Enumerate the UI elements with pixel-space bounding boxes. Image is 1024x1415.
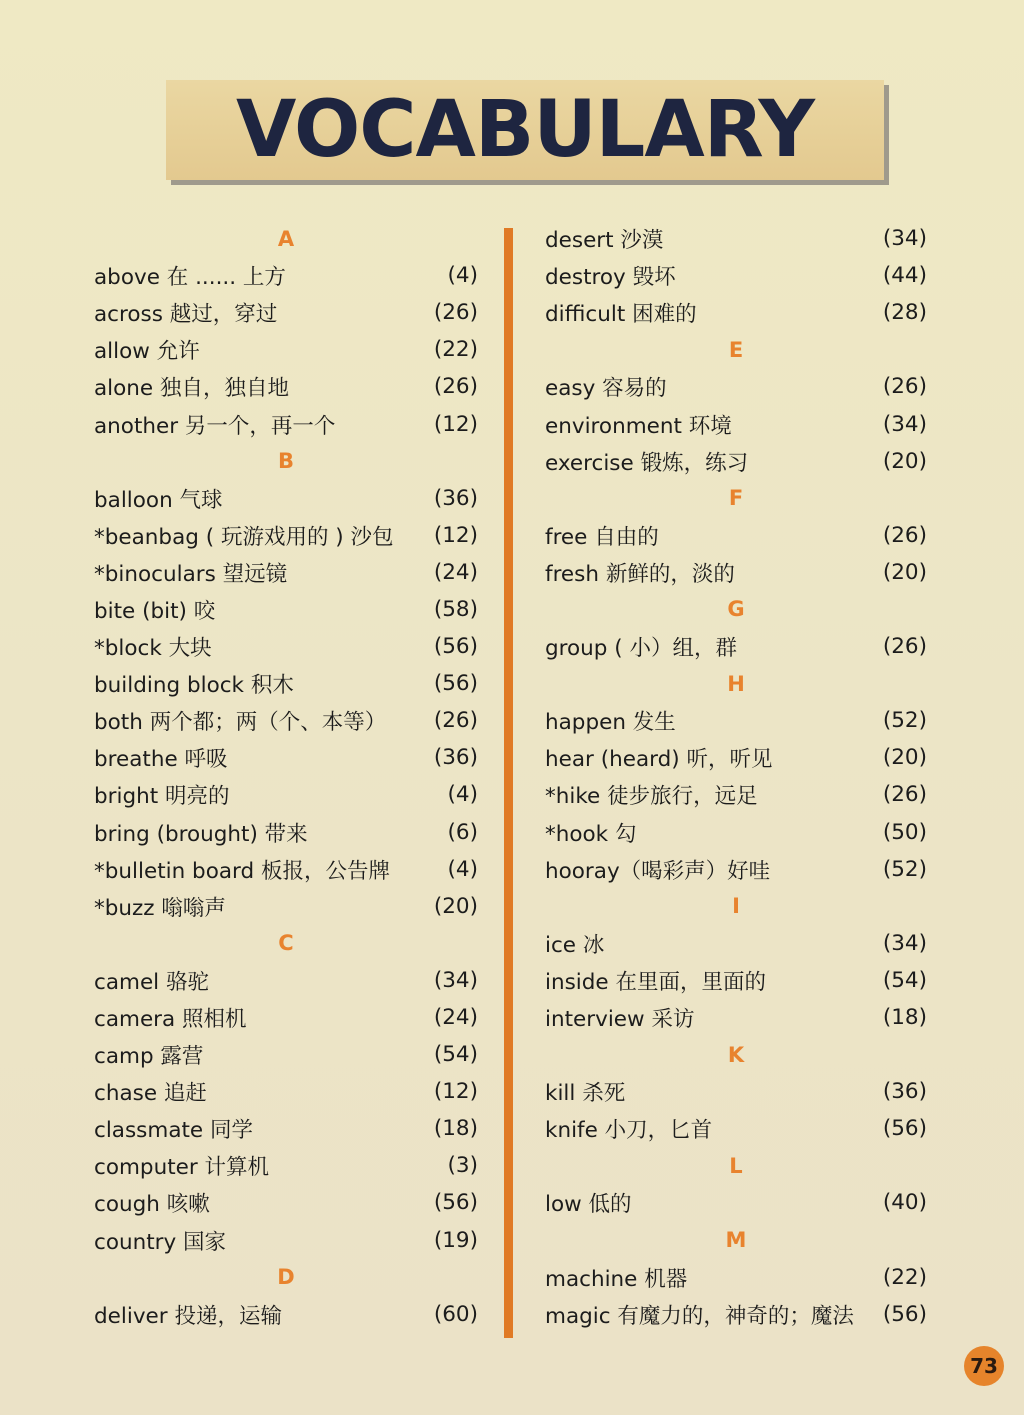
vocab-page-ref: (12) [433, 1079, 478, 1105]
vocab-entry [545, 814, 927, 851]
page-number: 73 [970, 1354, 998, 1378]
vocab-word: deliver 投递，运输 [94, 1303, 282, 1329]
vocab-word: across 越过，穿过 [94, 302, 278, 328]
vocab-word: fresh 新鲜的，淡的 [545, 561, 735, 587]
vocab-word: destroy 毁坏 [545, 265, 676, 291]
vocab-word: ice 冰 [545, 932, 605, 958]
vocab-entry [94, 405, 478, 442]
vocab-page-ref: (56) [433, 634, 478, 660]
vocab-page-ref: (56) [882, 1301, 927, 1327]
vocab-word: knife 小刀，匕首 [545, 1118, 713, 1144]
vocab-word: environment 环境 [545, 413, 732, 439]
vocab-page-ref: (50) [882, 819, 927, 845]
section-letter: K [727, 1042, 745, 1067]
vocab-word: allow 允许 [94, 339, 200, 365]
vocab-page-ref: (60) [433, 1301, 478, 1327]
vocab-page-ref: (26) [433, 374, 478, 400]
vocab-page-ref: (54) [433, 1042, 478, 1068]
section-letter: B [277, 449, 294, 474]
vocab-word: inside 在里面，里面的 [545, 969, 766, 995]
vocab-word: *binoculars 望远镜 [94, 561, 288, 587]
vocab-word: machine 机器 [545, 1266, 688, 1292]
vocab-entry [545, 851, 927, 888]
section-letter: E [728, 337, 744, 362]
vocab-word: free 自由的 [545, 524, 659, 550]
vocab-word: chase 追赶 [94, 1081, 207, 1107]
vocab-page-ref: (26) [882, 522, 927, 548]
vocab-page-ref: (26) [433, 708, 478, 734]
vocab-word: both 两个都；两（个、本等） [94, 710, 387, 736]
vocab-page-ref: (4) [447, 263, 478, 289]
vocab-page-ref: (26) [433, 300, 478, 326]
column-divider [504, 228, 513, 1338]
vocab-entry [94, 368, 478, 405]
vocab-entry [94, 1147, 478, 1184]
vocab-word: above 在 ...... 上方 [94, 265, 286, 291]
vocab-page-ref: (22) [433, 337, 478, 363]
vocab-word: *bulletin board 板报，公告牌 [94, 858, 390, 884]
vocab-page-ref: (56) [882, 1116, 927, 1142]
vocab-word: interview 采访 [545, 1007, 695, 1033]
vocab-entry [94, 776, 478, 813]
vocab-entry [545, 368, 927, 405]
vocab-entry [94, 591, 478, 628]
vocab-page-ref: (26) [882, 374, 927, 400]
vocab-word: desert 沙漠 [545, 228, 664, 254]
vocab-entry [545, 925, 927, 962]
vocab-entry [94, 1073, 478, 1110]
vocab-page-ref: (36) [433, 485, 478, 511]
vocab-page-ref: (12) [433, 411, 478, 437]
vocab-word: building block 积木 [94, 673, 294, 699]
vocab-word: hooray（喝彩声）好哇 [545, 858, 771, 884]
vocab-word: exercise 锻炼，练习 [545, 450, 749, 476]
vocab-entry [545, 220, 927, 257]
vocab-entry [94, 1184, 478, 1221]
vocab-word: alone 独自，独自地 [94, 376, 289, 402]
vocab-entry [545, 628, 927, 665]
vocab-page-ref: (6) [447, 819, 478, 845]
vocab-word: classmate 同学 [94, 1118, 253, 1144]
vocab-word: *buzz 嗡嗡声 [94, 895, 226, 921]
vocab-word: happen 发生 [545, 710, 676, 736]
vocab-entry [545, 1259, 927, 1296]
vocab-page-ref: (54) [882, 967, 927, 993]
vocab-word: breathe 呼吸 [94, 747, 228, 773]
section-letter: G [727, 597, 745, 622]
vocab-entry [545, 999, 927, 1036]
section-letter: H [727, 671, 745, 696]
vocab-page-ref: (24) [433, 1005, 478, 1031]
vocab-page-ref: (44) [882, 263, 927, 289]
vocab-page-ref: (36) [433, 745, 478, 771]
section-letter: M [725, 1228, 747, 1253]
vocab-page-ref: (52) [882, 708, 927, 734]
section-letter: F [728, 486, 744, 511]
vocab-page-ref: (19) [433, 1227, 478, 1253]
vocab-entry [545, 1073, 927, 1110]
vocab-page-ref: (18) [433, 1116, 478, 1142]
vocab-page-ref: (34) [882, 930, 927, 956]
vocab-page-ref: (34) [433, 967, 478, 993]
vocab-page-ref: (20) [433, 893, 478, 919]
vocab-word: *hike 徒步旅行，远足 [545, 784, 758, 810]
vocab-entry [94, 331, 478, 368]
vocab-word: cough 咳嗽 [94, 1192, 210, 1218]
page-title: VOCABULARY [235, 85, 815, 175]
vocab-entry [545, 739, 927, 776]
vocab-page-ref: (26) [882, 782, 927, 808]
vocab-word: bright 明亮的 [94, 784, 230, 810]
vocab-entry [545, 1110, 927, 1147]
section-letter: I [732, 894, 740, 919]
vocab-page-ref: (34) [882, 411, 927, 437]
vocab-entry [545, 257, 927, 294]
right-column [545, 220, 927, 1333]
vocab-entry [545, 294, 927, 331]
vocab-word: bring (brought) 带来 [94, 821, 308, 847]
vocab-entry [545, 443, 927, 480]
vocab-word: bite (bit) 咬 [94, 598, 216, 624]
vocab-page-ref: (24) [433, 559, 478, 585]
vocab-page-ref: (4) [447, 856, 478, 882]
vocab-entry [94, 851, 478, 888]
vocab-entry [94, 999, 478, 1036]
left-column [94, 220, 478, 1333]
vocab-page-ref: (4) [447, 782, 478, 808]
vocab-word: *hook 勾 [545, 821, 637, 847]
vocab-page-ref: (36) [882, 1079, 927, 1105]
vocab-entry [545, 962, 927, 999]
section-letter: D [277, 1265, 295, 1290]
vocab-entry [94, 665, 478, 702]
vocab-page-ref: (40) [882, 1190, 927, 1216]
vocab-page-ref: (20) [882, 559, 927, 585]
vocab-entry [545, 702, 927, 739]
vocab-word: group ( 小）组，群 [545, 636, 737, 662]
vocab-entry [94, 962, 478, 999]
vocab-word: computer 计算机 [94, 1155, 270, 1181]
vocab-entry [94, 1222, 478, 1259]
vocab-page-ref: (22) [882, 1264, 927, 1290]
vocab-entry [545, 517, 927, 554]
vocab-entry [94, 1296, 478, 1333]
vocab-entry [94, 1110, 478, 1147]
section-letter: C [278, 931, 294, 956]
vocab-word: *beanbag ( 玩游戏用的 ) 沙包 [94, 524, 394, 550]
vocab-page-ref: (56) [433, 671, 478, 697]
vocab-word: camel 骆驼 [94, 969, 209, 995]
section-letter: L [729, 1153, 743, 1178]
vocab-entry [94, 888, 478, 925]
vocab-page-ref: (18) [882, 1005, 927, 1031]
vocab-entry [545, 554, 927, 591]
vocab-page-ref: (20) [882, 448, 927, 474]
vocab-page-ref: (58) [433, 596, 478, 622]
vocab-entry [545, 1184, 927, 1221]
vocab-page-ref: (52) [882, 856, 927, 882]
vocab-word: difficult 困难的 [545, 302, 697, 328]
vocab-entry [94, 517, 478, 554]
vocab-page-ref: (20) [882, 745, 927, 771]
vocab-word: *block 大块 [94, 636, 212, 662]
vocab-entry [94, 294, 478, 331]
vocab-entry [94, 628, 478, 665]
vocab-word: low 低的 [545, 1192, 632, 1218]
vocab-word: easy 容易的 [545, 376, 667, 402]
page-number-badge [964, 1346, 1004, 1386]
vocab-page-ref: (34) [882, 226, 927, 252]
vocab-page-ref: (56) [433, 1190, 478, 1216]
vocab-entry [94, 1036, 478, 1073]
vocab-entry [545, 776, 927, 813]
vocab-word: hear (heard) 听，听见 [545, 747, 773, 773]
vocab-entry [94, 480, 478, 517]
vocab-entry [94, 554, 478, 591]
vocab-word: kill 杀死 [545, 1081, 626, 1107]
vocab-entry [94, 702, 478, 739]
title-banner [166, 80, 884, 180]
vocab-entry [94, 814, 478, 851]
vocab-word: country 国家 [94, 1229, 227, 1255]
vocab-entry [545, 405, 927, 442]
vocab-word: balloon 气球 [94, 487, 223, 513]
vocab-word: another 另一个，再一个 [94, 413, 336, 439]
vocab-page-ref: (12) [433, 522, 478, 548]
vocab-word: camera 照相机 [94, 1007, 247, 1033]
vocab-entry [545, 1296, 927, 1333]
vocab-word: magic 有魔力的，神奇的；魔法 [545, 1303, 854, 1329]
vocab-page-ref: (26) [882, 634, 927, 660]
vocab-page-ref: (3) [447, 1153, 478, 1179]
vocab-word: camp 露营 [94, 1044, 204, 1070]
vocab-entry [94, 257, 478, 294]
vocab-page-ref: (28) [882, 300, 927, 326]
vocab-entry [94, 739, 478, 776]
section-letter: A [277, 226, 295, 251]
